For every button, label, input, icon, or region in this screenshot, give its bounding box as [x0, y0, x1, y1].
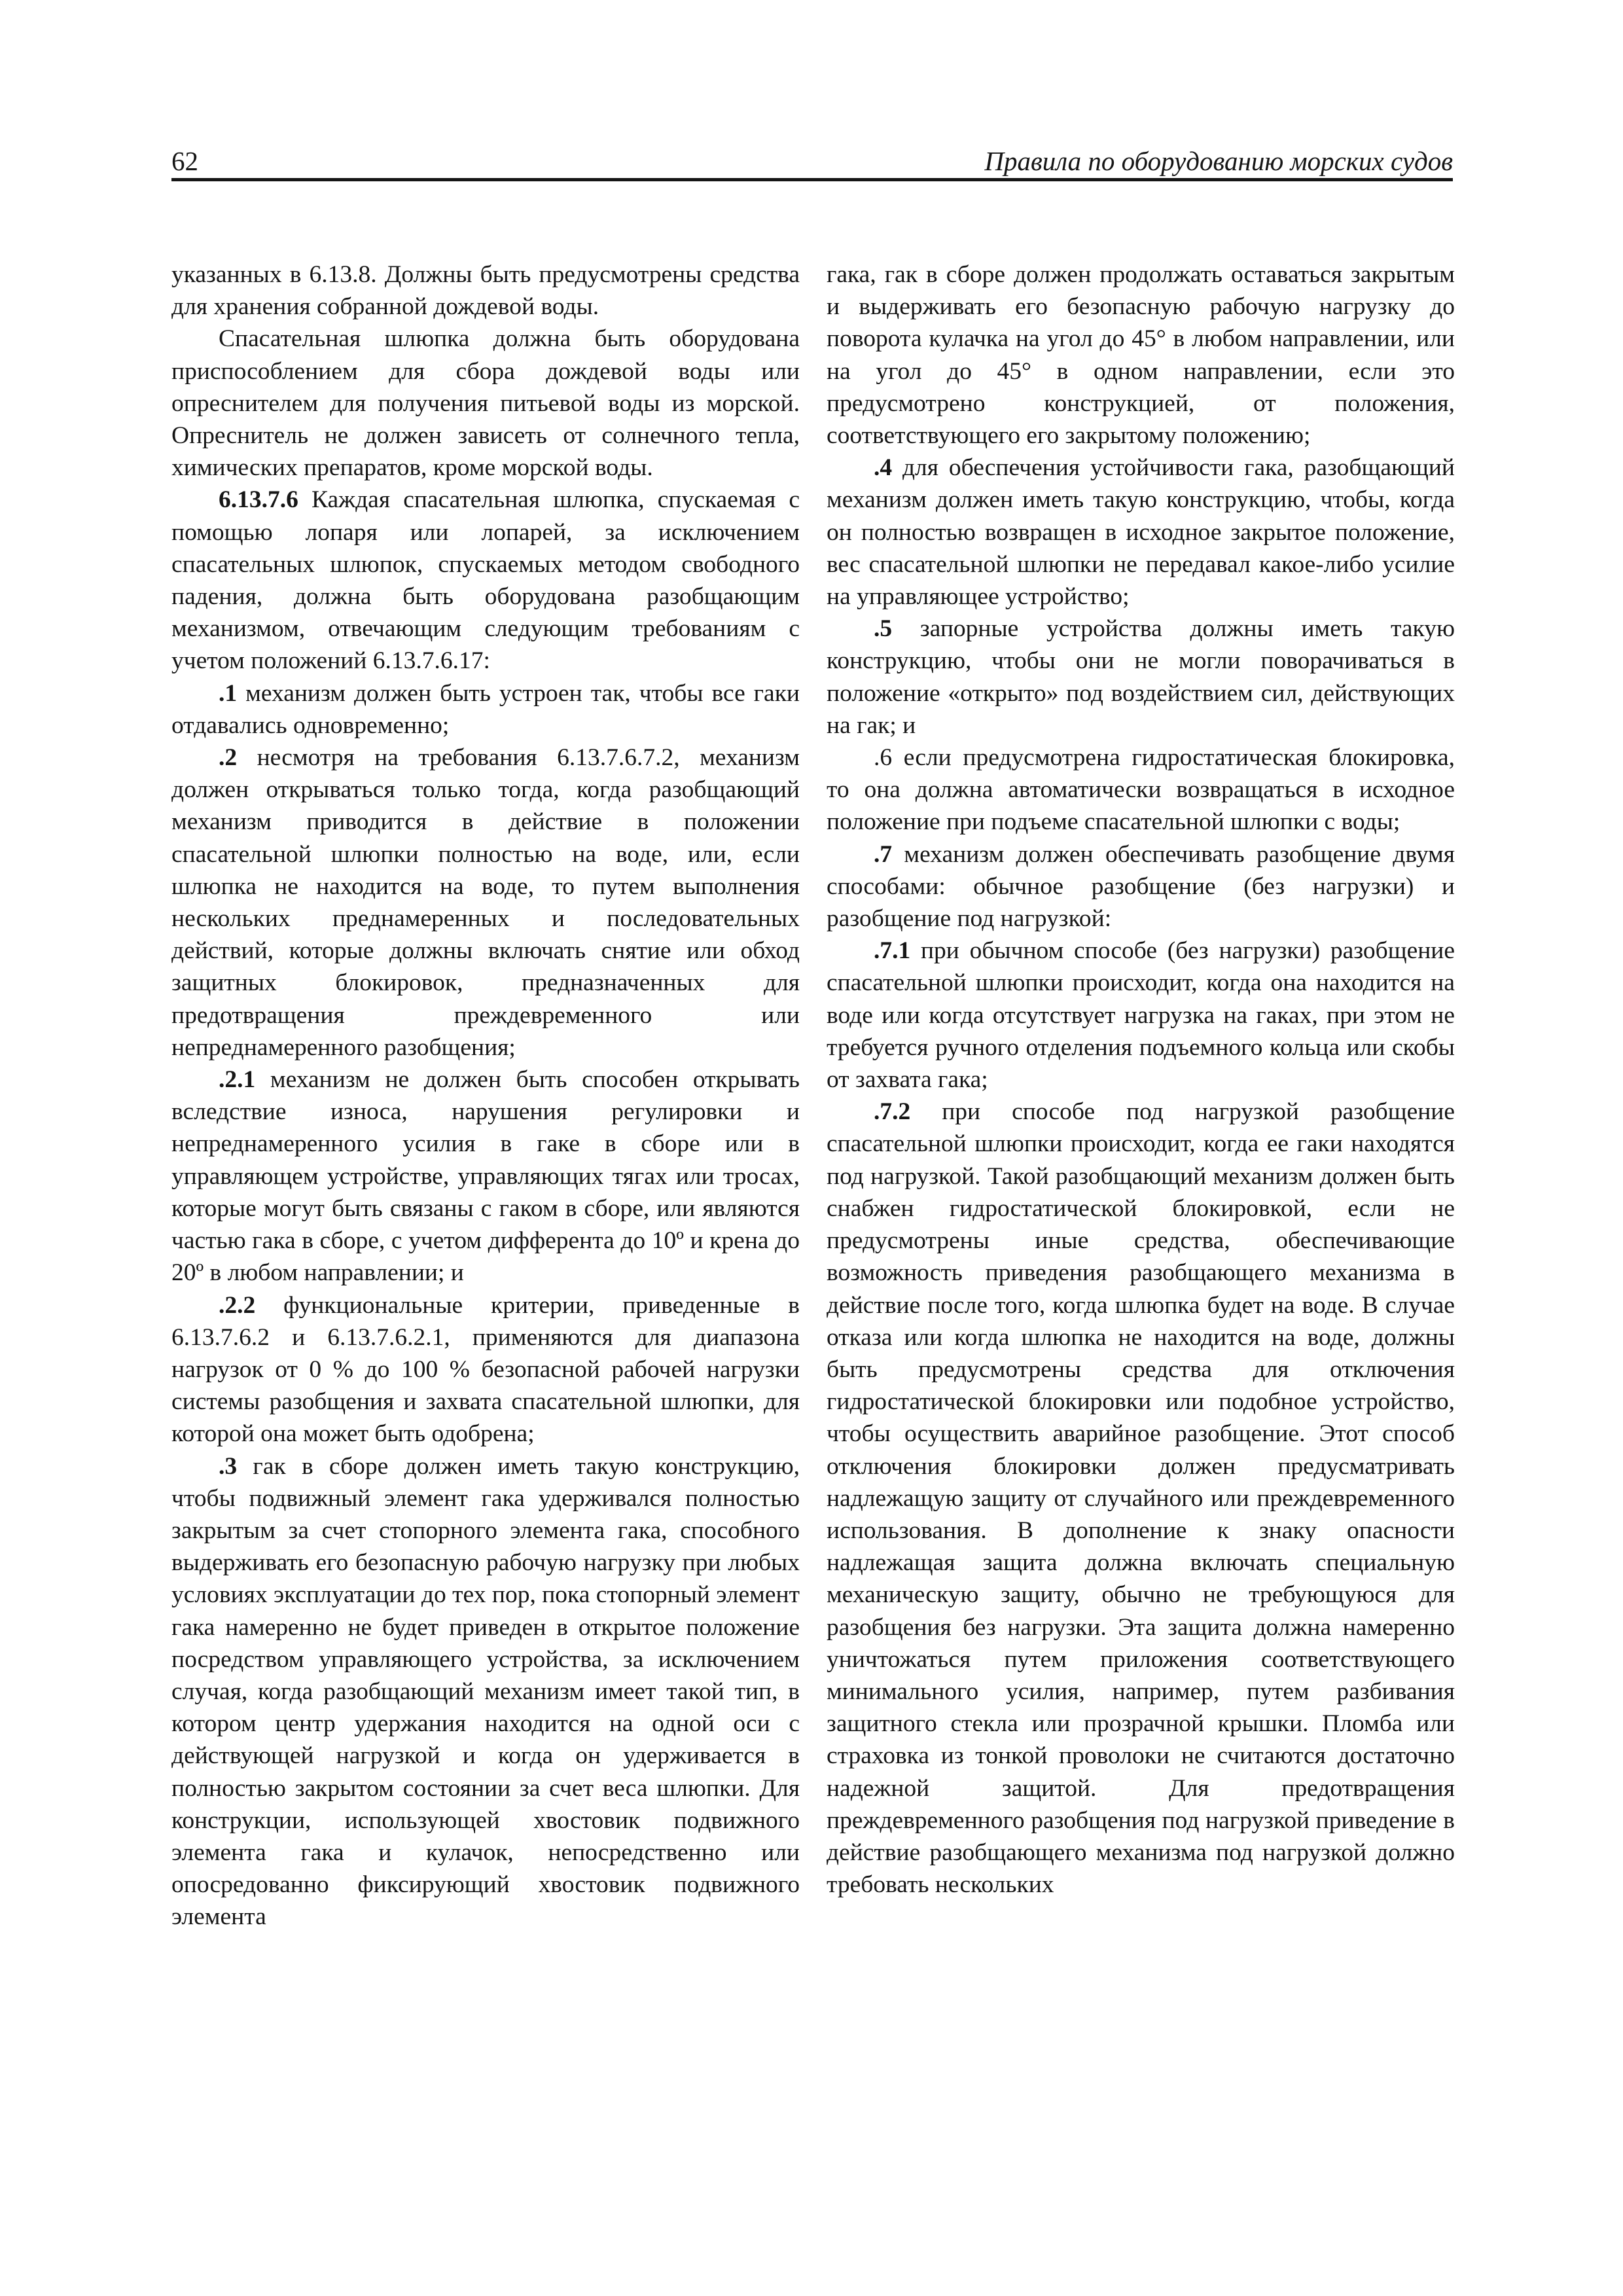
paragraph — [827, 935, 1455, 1096]
clause-number: .5 — [874, 615, 893, 643]
clause-number: .3 — [219, 1452, 238, 1480]
clause-number: .2.2 — [219, 1291, 256, 1319]
paragraph-text: запорные устройства должны иметь такую конструкцию, чтобы они не могли поворачиваться в положение «открыто» под воздействием сил, действующих на гак; и — [827, 615, 1455, 739]
paragraph — [827, 613, 1455, 742]
paragraph — [171, 742, 800, 1064]
clause-number: .7 — [874, 840, 893, 868]
clause-number: .2 — [219, 744, 238, 772]
paragraph-text: гак в сборе должен иметь такую конструкцию, чтобы подвижный элемент гака удерживался полностью закрытым за счет стопорного элемента гака, способного выдерживать его безопасную рабочую нагрузку при любых условиях эксплуатации до тех пор, пока стопорный элемент гака намеренно не будет приведен в открытое положение посредством управляющего устройства, за исключением случая, когда разобщающий механизм имеет такой тип, в котором центр удержания находится на одной оси с действующей нагрузкой и когда он удерживается в полностью закрытом состоянии за счет веса шлюпки. Для конструкции, использующей хвостовик подвижного элемента гака и кулачок, непосредственно или опосредованно фиксирующий хвостовик подвижного элемента — [171, 1452, 800, 1931]
paragraph-text: для обеспечения устойчивости гака, разобщающий механизм должен иметь такую конструкцию, чтобы, когда он полностью возвращен в исходное закрытое положение, вес спасательной шлюпки не передавал какое-либо усилие на управляющее устройство; — [827, 454, 1455, 611]
running-title: Правила по оборудованию морских судов — [984, 146, 1453, 176]
header-rule — [171, 178, 1453, 181]
paragraph-text: Спасательная шлюпка должна быть оборудована приспособлением для сбора дождевой воды или опреснителем для получения питьевой воды из морской. Опреснитель не должен зависеть от солнечного тепла, химических препаратов, кроме морской воды. — [171, 325, 800, 482]
right-column — [827, 259, 1455, 1901]
left-column — [171, 259, 800, 1933]
paragraph-text: несмотря на требования 6.13.7.6.7.2, механизм должен открываться только тогда, когда разобщающий механизм приводится в действие в положении спасательной шлюпки полностью на воде, или, если шлюпка не находится на воде, то путем выполнения нескольких преднамеренных и последовательных действий, которые должны включать снятие или обход защитных блокировок, предназначенных для предотвращения преждевременного или непреднамеренного разобщения; — [171, 744, 800, 1061]
paragraph — [827, 838, 1455, 935]
paragraph-text: при обычном способе (без нагрузки) разобщение спасательной шлюпки происходит, когда она находится на воде или когда отсутствует нагрузка на гаках, при этом не требуется ручного отделения подъемного кольца или скобы от захвата гака; — [827, 937, 1455, 1094]
paragraph — [827, 259, 1455, 452]
clause-number: .7.2 — [874, 1098, 911, 1126]
paragraph — [827, 1096, 1455, 1901]
paragraph-text: механизм не должен быть способен открывать вследствие износа, нарушения регулировки и непреднамеренного усилия в гаке в сборе или в управляющем устройстве, управляющих тягах или тросах, которые могут быть связаны с гаком в сборе, или являются частью гака в сборе, с учетом дифферента до 10º и крена до 20º в любом направлении; и — [171, 1066, 800, 1287]
paragraph-text: гака, гак в сборе должен продолжать оставаться закрытым и выдерживать его безопасную рабочую нагрузку до поворота кулачка на угол до 45° в любом направлении, или на угол до 45° в одном направлении, если это предусмотрено конструкцией, от положения, соответствующего его закрытому положению; — [827, 261, 1455, 450]
clause-number: 6.13.7.6 — [219, 486, 298, 514]
clause-number: .2.1 — [219, 1066, 256, 1094]
paragraph — [171, 1289, 800, 1450]
paragraph-text: механизм должен обеспечивать разобщение двумя способами: обычное разобщение (без нагрузки) и разобщение под нагрузкой: — [827, 840, 1455, 933]
clause-number: .1 — [219, 679, 238, 707]
paragraph — [827, 452, 1455, 613]
paragraph — [171, 1064, 800, 1289]
page-number: 62 — [171, 146, 198, 176]
paragraph — [827, 742, 1455, 838]
paragraph — [171, 259, 800, 323]
paragraph — [171, 484, 800, 677]
paragraph — [171, 323, 800, 484]
paragraph-text: функциональные критерии, приведенные в 6.13.7.6.2 и 6.13.7.6.2.1, применяются для диапазона нагрузок от 0 % до 100 % безопасной рабочей нагрузки системы разобщения и захвата спасательной шлюпки, для которой она может быть одобрена; — [171, 1291, 800, 1448]
paragraph-text: механизм должен быть устроен так, чтобы все гаки отдавались одновременно; — [171, 679, 800, 739]
paragraph-text: при способе под нагрузкой разобщение спасательной шлюпки происходит, когда ее гаки находятся под нагрузкой. Такой разобщающий механизм должен быть снабжен гидростатической блокировкой, если не предусмотрены иные средства, обеспечивающие возможность приведения разобщающего механизма в действие после того, когда шлюпка будет на воде. В случае отказа или когда шлюпка не находится на воде, должны быть предусмотрены средства для отключения гидростатической блокировки или подобное устройство, чтобы осуществить аварийное разобщение. Этот способ отключения блокировки должен предусматривать надлежащую защиту от случайного или преждевременного использования. В дополнение к знаку опасности надлежащая защита должна включать специальную механическую защиту, обычно не требующуюся для разобщения без нагрузки. Эта защита должна намеренно уничтожаться путем приложения соответствующего минимального усилия, например, путем разбивания защитного стекла или прозрачной крышки. Пломба или страховка из тонкой проволоки не считаются достаточно надежной защитой. Для предотвращения преждевременного разобщения под нагрузкой приведение в действие разобщающего механизма под нагрузкой должно требовать нескольких — [827, 1098, 1455, 1899]
paragraph-text: .6 если предусмотрена гидростатическая блокировка, то она должна автоматически возвращаться в исходное положение при подъеме спасательной шлюпки с воды; — [827, 744, 1455, 836]
paragraph — [171, 1450, 800, 1933]
clause-number: .4 — [874, 454, 893, 482]
paragraph — [171, 677, 800, 742]
paragraph-text: указанных в 6.13.8. Должны быть предусмотрены средства для хранения собранной дождевой воды. — [171, 261, 800, 321]
clause-number: .7.1 — [874, 937, 911, 965]
page-header — [171, 145, 1453, 177]
paragraph-text: Каждая спасательная шлюпка, спускаемая с помощью лопаря или лопарей, за исключением спасательных шлюпок, спускаемых методом свободного падения, должна быть оборудована разобщающим механизмом, отвечающим следующим требованиям с учетом положений 6.13.7.6.17: — [171, 486, 800, 675]
